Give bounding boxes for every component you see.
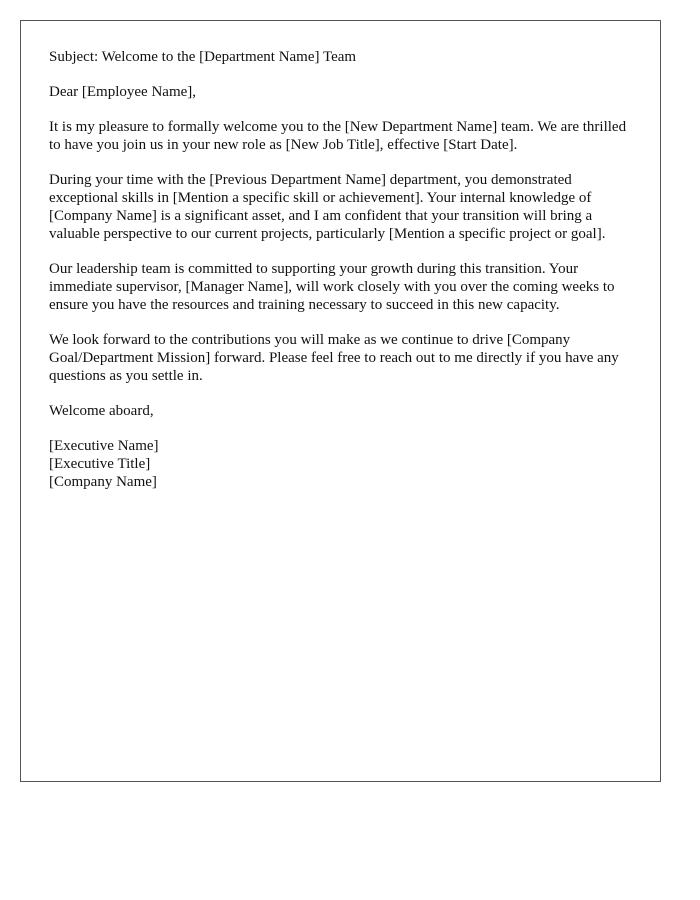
body-paragraph-background: During your time with the [Previous Department Name] department, you demonstrated exceptional skills in [Mention a specific skill or achievement]. Your internal knowledge of [Company Name] is a significant asset, and I am confident that your transition will bring a valuable perspective to our current projects, particularly [Mention a specific project or goal]. bbox=[49, 172, 606, 242]
body-paragraph-welcome: It is my pleasure to formally welcome you to the [New Department Name] team. We are thrilled to have you join us in your new role as [New Job Title], effective [Start Date]. bbox=[49, 119, 627, 153]
salutation: Dear [Employee Name], bbox=[49, 84, 197, 100]
body-paragraph-support: Our leadership team is committed to supporting your growth during this transition. Your immediate supervisor, [Manager Name], will work closely with you over the coming weeks to ensure you have the resources and training necessary to succeed in this new capacity. bbox=[49, 261, 615, 313]
body-paragraph-closing: We look forward to the contributions you will make as we continue to drive [Company Goal/Department Mission] forward. Please feel free to reach out to me directly if you have any questions as you settle in. bbox=[49, 332, 619, 384]
subject-line: Subject: Welcome to the [Department Name] Team bbox=[49, 49, 357, 65]
signature-block bbox=[49, 437, 632, 491]
signature-name: [Executive Name] bbox=[49, 438, 159, 454]
signature-title: [Executive Title] bbox=[49, 456, 151, 472]
closing-line: Welcome aboard, bbox=[49, 403, 154, 419]
letter-document bbox=[20, 20, 661, 782]
signature-company: [Company Name] bbox=[49, 474, 157, 490]
